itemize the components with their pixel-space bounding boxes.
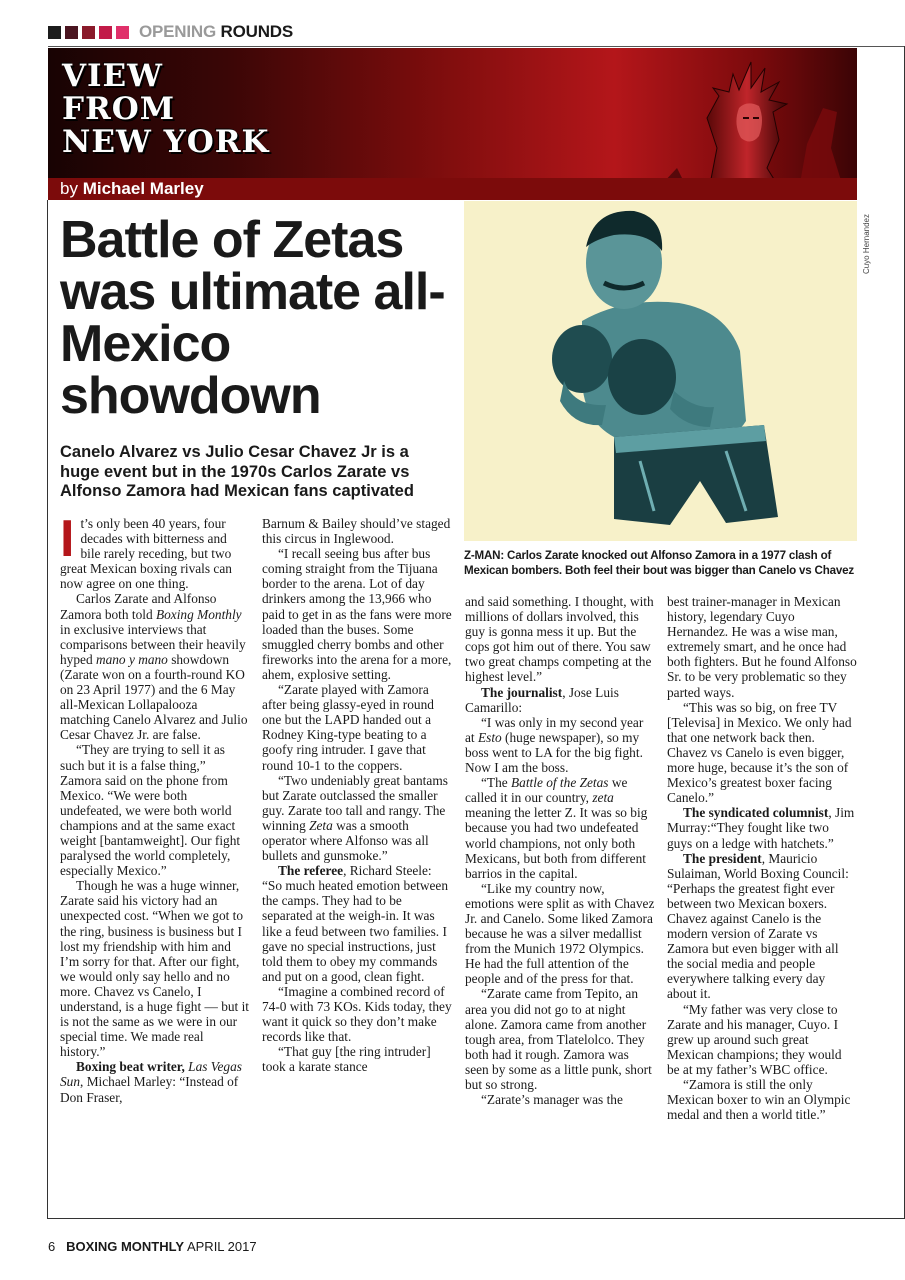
- byline: [60, 179, 204, 199]
- body-text: we called it in our country,: [465, 775, 628, 806]
- body-text: meaning the letter Z. It was so big because you had two undefeated world champions, not only both Mexicans, but both from different barrios in the capital.: [465, 805, 648, 881]
- body-paragraph: “This was so big, on free TV [Televisa] in Mexico. We only had that one network back then. Chavez vs Canelo is even bigger, more huge, because it’s the son of Mexico’s greatest boxer facing Canelo.”: [667, 699, 852, 806]
- header-square-5: [116, 26, 129, 39]
- body-paragraph: Though he was a huge winner, Zarate said his victory had an unexpected cost. “When we got to the ring, business is business but I lost my friendship with him and I’m sorry for that. After our fight, we would only say hello and no more. Chavez vs Canelo, I understand, is a huge fight — but it is not the same as we were in our special time. We made real history.”: [60, 878, 250, 1060]
- banner-title-line: NEW YORK: [62, 124, 270, 160]
- body-text-italic: Zeta: [309, 817, 333, 833]
- body-text-italic: Esto: [477, 729, 502, 745]
- body-text-italic: Battle of the Zetas: [511, 775, 609, 791]
- body-text-bold: Boxing beat writer,: [76, 1059, 185, 1075]
- header-square-3: [82, 26, 95, 39]
- body-column-4: [667, 594, 857, 1122]
- body-text: t’s only been 40 years, four decades with bitterness and bile rarely receding, but two great Mexican boxing rivals can now agree on one thing.: [60, 516, 232, 592]
- magazine-name: BOXING MONTHLY: [66, 1239, 185, 1254]
- section-label-grey: OPENING: [139, 22, 217, 41]
- body-paragraph: [465, 685, 655, 715]
- body-text-italic: Boxing Monthly: [155, 606, 242, 622]
- byline-author: Michael Marley: [82, 179, 204, 198]
- page-footer: [48, 1239, 257, 1254]
- body-text: , Michael Marley: “Instead of Don Fraser,: [60, 1074, 239, 1105]
- header-square-4: [99, 26, 112, 39]
- byline-prefix: by: [60, 179, 78, 198]
- body-paragraph: “Zarate came from Tepito, an area you did not go to at night alone. Zamora came from another tough area, from Tlatelolco. They both had it rough. Zamora was seen by some as a little punk, short but so strong.: [465, 986, 652, 1092]
- banner-title-line: VIEW: [62, 58, 163, 94]
- banner-title: [62, 60, 269, 159]
- body-text-italic: Las Vegas Sun: [60, 1059, 242, 1090]
- body-text: (huge newspaper), so my boss went to LA for the big fight. Now I am the boss.: [465, 729, 643, 776]
- body-paragraph: and said something. I thought, with millions of dollars involved, this guy is gonna mess it up. But the cops got him out of there. You saw two great champs competing at the highest level.”: [465, 594, 654, 685]
- section-label-dark: ROUNDS: [220, 22, 294, 41]
- body-text: “Two undeniably great bantams but Zarate outclassed the smaller guy. Zarate too tall and rangy. The winning: [262, 772, 448, 833]
- body-paragraph: [60, 1059, 250, 1104]
- body-paragraph: [667, 851, 857, 1002]
- boxer-illustration: [464, 201, 857, 541]
- photo-credit: Cuyo Hernandez: [862, 214, 871, 275]
- body-column-2: [262, 516, 452, 1074]
- section-header: [48, 22, 293, 42]
- body-paragraph: “Zarate played with Zamora after being glassy-eyed in round one but the LAPD handed out a Rodney King-type beating to a goofy ring intruder. I gave that round 10-1 to the coppers.: [262, 682, 434, 773]
- photo-caption: Z-MAN: Carlos Zarate knocked out Alfonso Zamora in a 1977 clash of Mexican bombers. Both feel their bout was bigger than Canelo vs Chavez: [464, 549, 854, 577]
- body-text-italic: zeta: [592, 790, 614, 806]
- body-text: , Jose Luis Camarillo:: [465, 684, 619, 715]
- section-label: [139, 22, 293, 42]
- body-paragraph: [60, 591, 250, 742]
- body-text-bold: The journalist: [481, 684, 563, 700]
- issue-date: APRIL 2017: [186, 1239, 257, 1254]
- body-column-3: [465, 594, 655, 1107]
- body-paragraph: [262, 773, 452, 864]
- body-text: “I was only in my second year at: [465, 714, 644, 745]
- body-text-bold: The referee: [278, 863, 344, 879]
- body-text-bold: The president: [683, 850, 762, 866]
- body-text: showdown (Zarate won on a fourth-round KO on 23 April 1977) and the 6 May all-Mexican Lollapalooza matching Canelo Alvarez and Julio Cesar Chavez Jr. are false.: [60, 651, 248, 743]
- body-paragraph: [262, 863, 452, 984]
- top-rule: [48, 46, 905, 47]
- body-paragraph: “I recall seeing bus after bus coming straight from the Tijuana border to the arena. Lot of day drinkers among the 13,966 who paid to get in as the fans were more loaded than the buses. Some smuggled cherry bombs and other fireworks into the arena for a more, ahem, explosive setting.: [262, 546, 452, 682]
- body-paragraph: “Imagine a combined record of 74-0 with 73 KOs. Kids today, they want it quick so they don’t make records like that.: [262, 983, 452, 1045]
- banner-title-line: FROM: [62, 91, 176, 127]
- body-text: Carlos Zarate and Alfonso Zamora both told: [60, 591, 217, 622]
- body-paragraph: [667, 805, 857, 850]
- body-paragraph: “That guy [the ring intruder] took a karate stance: [262, 1044, 431, 1075]
- body-text: , Mauricio Sulaiman, World Boxing Council: “Perhaps the greatest fight ever between two Mexican boxers. Chavez against Canelo is the modern version of Zarate vs Zamora but even bigger with all the social media and people everywhere talking every day about it.: [667, 850, 849, 1002]
- byline-bar: [48, 178, 857, 200]
- body-paragraph: [60, 510, 250, 592]
- body-text-bold: The syndicated columnist: [683, 805, 829, 821]
- page-number: 6: [48, 1239, 56, 1254]
- header-square-1: [48, 26, 61, 39]
- body-text: , Jim Murray:“They fought like two guys on a ledge with hatchets.”: [667, 805, 855, 851]
- body-text: “The: [481, 775, 512, 791]
- body-paragraph: “Zamora is still the only Mexican boxer to win an Olympic medal and then a world title.”: [667, 1077, 851, 1123]
- frame-bottom: [47, 1218, 905, 1219]
- body-paragraph: “My father was very close to Zarate and his manager, Cuyo. I grew up around such great Mexican champions; they would be at my father’s WBC office.: [667, 1001, 842, 1077]
- body-text-italic: mano y mano: [95, 651, 168, 667]
- header-square-2: [65, 26, 78, 39]
- body-column-1: [60, 510, 250, 1105]
- frame-left: [47, 200, 48, 1218]
- drop-cap: I: [60, 510, 75, 568]
- body-paragraph: “Like my country now, emotions were split as with Chavez Jr. and Canelo. Some liked Zamora because he was a silver medallist from the Munich 1972 Olympics. He had the full attention of the people and of the press for that.: [465, 880, 655, 987]
- body-paragraph: “Zarate’s manager was the: [481, 1092, 623, 1108]
- body-text: was a smooth operator where Alfonso was all bullets and gunsmoke.”: [262, 817, 429, 864]
- article-headline: Battle of Zetas was ultimate all-Mexico showdown: [60, 211, 445, 425]
- article-standfirst: Canelo Alvarez vs Julio Cesar Chavez Jr is a huge event but in the 1970s Carlos Zarate vs Alfonso Zamora had Mexican fans captivated: [60, 443, 414, 500]
- body-text: , Richard Steele: “So much heated emotion between the camps. They had to be separated at the weigh-in. It was like a feud between two families. I gave no special instructions, just told them to obey my commands and put on a good, clean fight.: [262, 863, 449, 984]
- boxer-photo: [464, 201, 857, 541]
- body-paragraph: [465, 715, 655, 775]
- body-paragraph: best trainer-manager in Mexican history, legendary Cuyo Hernandez. He was a wise man, extremely smart, and he once had both fighters. But he found Alfonso Sr. to be very problematic so they parted ways.: [667, 594, 857, 700]
- body-text: in exclusive interviews that comparisons between their heavily hyped: [60, 621, 246, 667]
- body-paragraph: “They are trying to sell it as such but it is a false thing,” Zamora said on the phone from Mexico. “We were both undefeated, we were both world champions and at the same exact weight [bantamweight]. Our fight paralysed the world completely, especially Mexico.”: [60, 742, 241, 879]
- body-paragraph: Barnum & Bailey should’ve staged this circus in Inglewood.: [262, 516, 451, 547]
- body-paragraph: [465, 775, 655, 881]
